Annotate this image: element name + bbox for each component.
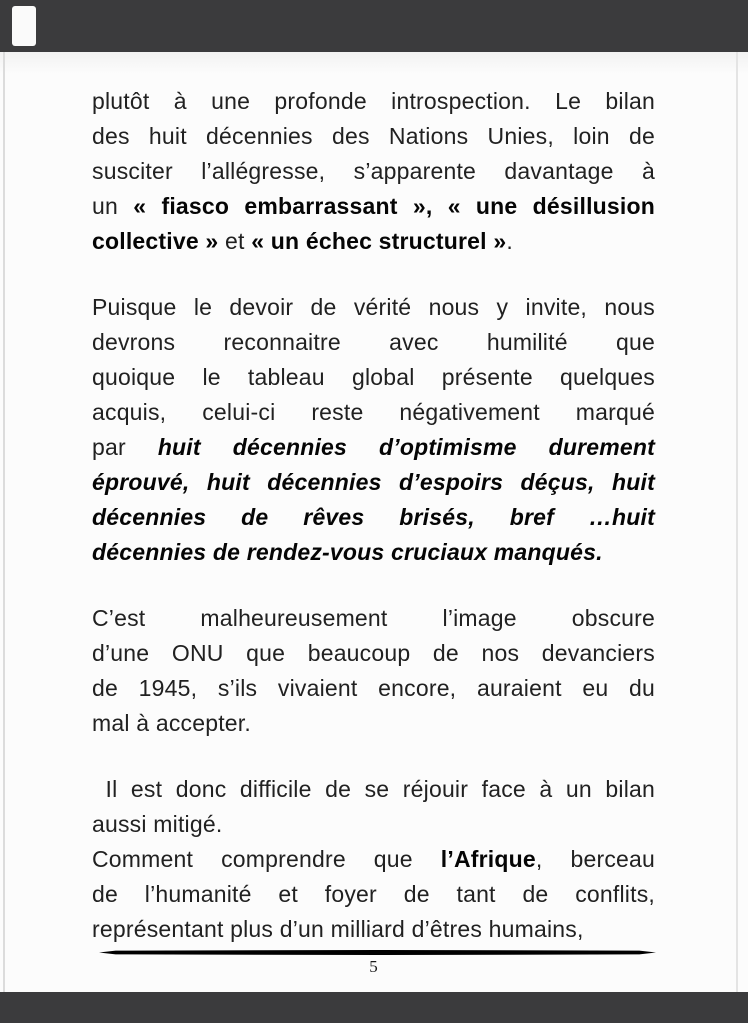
text-run: décennies de rêves brisés, bref …huit	[92, 504, 655, 530]
text-run: et	[218, 228, 252, 254]
text-run: d’une ONU que beaucoup de nos devanciers	[92, 640, 655, 666]
text-run: Comment comprendre que	[92, 846, 441, 872]
text-run: de l’humanité et foyer de tant de conflits,	[92, 881, 655, 907]
toolbar-button[interactable]	[12, 6, 36, 46]
text-run: « un échec structurel »	[251, 228, 507, 254]
bottom-app-bar	[0, 992, 748, 1023]
text-line	[92, 325, 655, 360]
text-run: un	[92, 193, 134, 219]
text-line	[92, 601, 655, 636]
text-run: par	[92, 434, 158, 460]
text-line	[92, 807, 655, 842]
text-run: C’est malheureusement l’image obscure	[92, 605, 655, 631]
text-line	[92, 119, 655, 154]
text-line	[92, 706, 655, 741]
text-line	[92, 842, 655, 877]
page-edge-right	[736, 0, 738, 1023]
text-line	[92, 772, 655, 807]
text-run: collective »	[92, 228, 219, 254]
text-line	[92, 500, 655, 535]
text-run: quoique le tableau global présente quelques	[92, 364, 655, 390]
paragraph	[92, 842, 655, 947]
text-run: l’Afrique	[440, 846, 536, 872]
page-edge-left	[3, 0, 5, 1023]
text-line	[92, 189, 655, 224]
text-line	[92, 224, 655, 259]
text-run: représentant plus d’un milliard d’êtres humains,	[92, 916, 584, 942]
text-line	[92, 395, 655, 430]
text-run: .	[506, 228, 513, 254]
text-line	[92, 465, 655, 500]
text-line	[92, 430, 655, 465]
page-number: 5	[369, 957, 378, 976]
top-app-bar	[0, 0, 748, 52]
text-run: « fiasco embarrassant », « une désillusion	[133, 193, 655, 219]
paragraph	[92, 772, 655, 842]
text-run: plutôt à une profonde introspection. Le bilan	[92, 88, 655, 114]
text-line	[92, 535, 655, 570]
text-line	[92, 877, 655, 912]
page-shadow	[0, 52, 748, 74]
text-run: susciter l’allégresse, s’apparente davantage à	[92, 158, 655, 184]
text-line	[92, 290, 655, 325]
text-run: mal à accepter.	[92, 710, 251, 736]
text-run: huit décennies d’optimisme durement	[157, 434, 655, 460]
text-run: éprouvé, huit décennies d’espoirs déçus, huit	[92, 469, 655, 495]
text-line	[92, 636, 655, 671]
page-text	[92, 84, 655, 947]
text-run: décennies de rendez-vous cruciaux manqués.	[92, 539, 603, 565]
text-run: Il est donc difficile de se réjouir face à un bilan	[92, 776, 655, 802]
text-run: Puisque le devoir de vérité nous y invite, nous	[92, 294, 655, 320]
text-line	[92, 84, 655, 119]
text-run: de 1945, s’ils vivaient encore, auraient eu du	[92, 675, 655, 701]
paragraph	[92, 84, 655, 259]
text-line	[92, 360, 655, 395]
text-run: des huit décennies des Nations Unies, loin de	[92, 123, 655, 149]
text-run: devrons reconnaitre avec humilité que	[92, 329, 655, 355]
footer-rule	[99, 950, 656, 955]
text-line	[92, 912, 655, 947]
paragraph	[92, 290, 655, 570]
paragraph	[92, 601, 655, 741]
text-run: , berceau	[535, 846, 655, 872]
text-run: aussi mitigé.	[92, 811, 223, 837]
text-run: acquis, celui-ci reste négativement marqué	[92, 399, 655, 425]
text-line	[92, 154, 655, 189]
text-line	[92, 671, 655, 706]
